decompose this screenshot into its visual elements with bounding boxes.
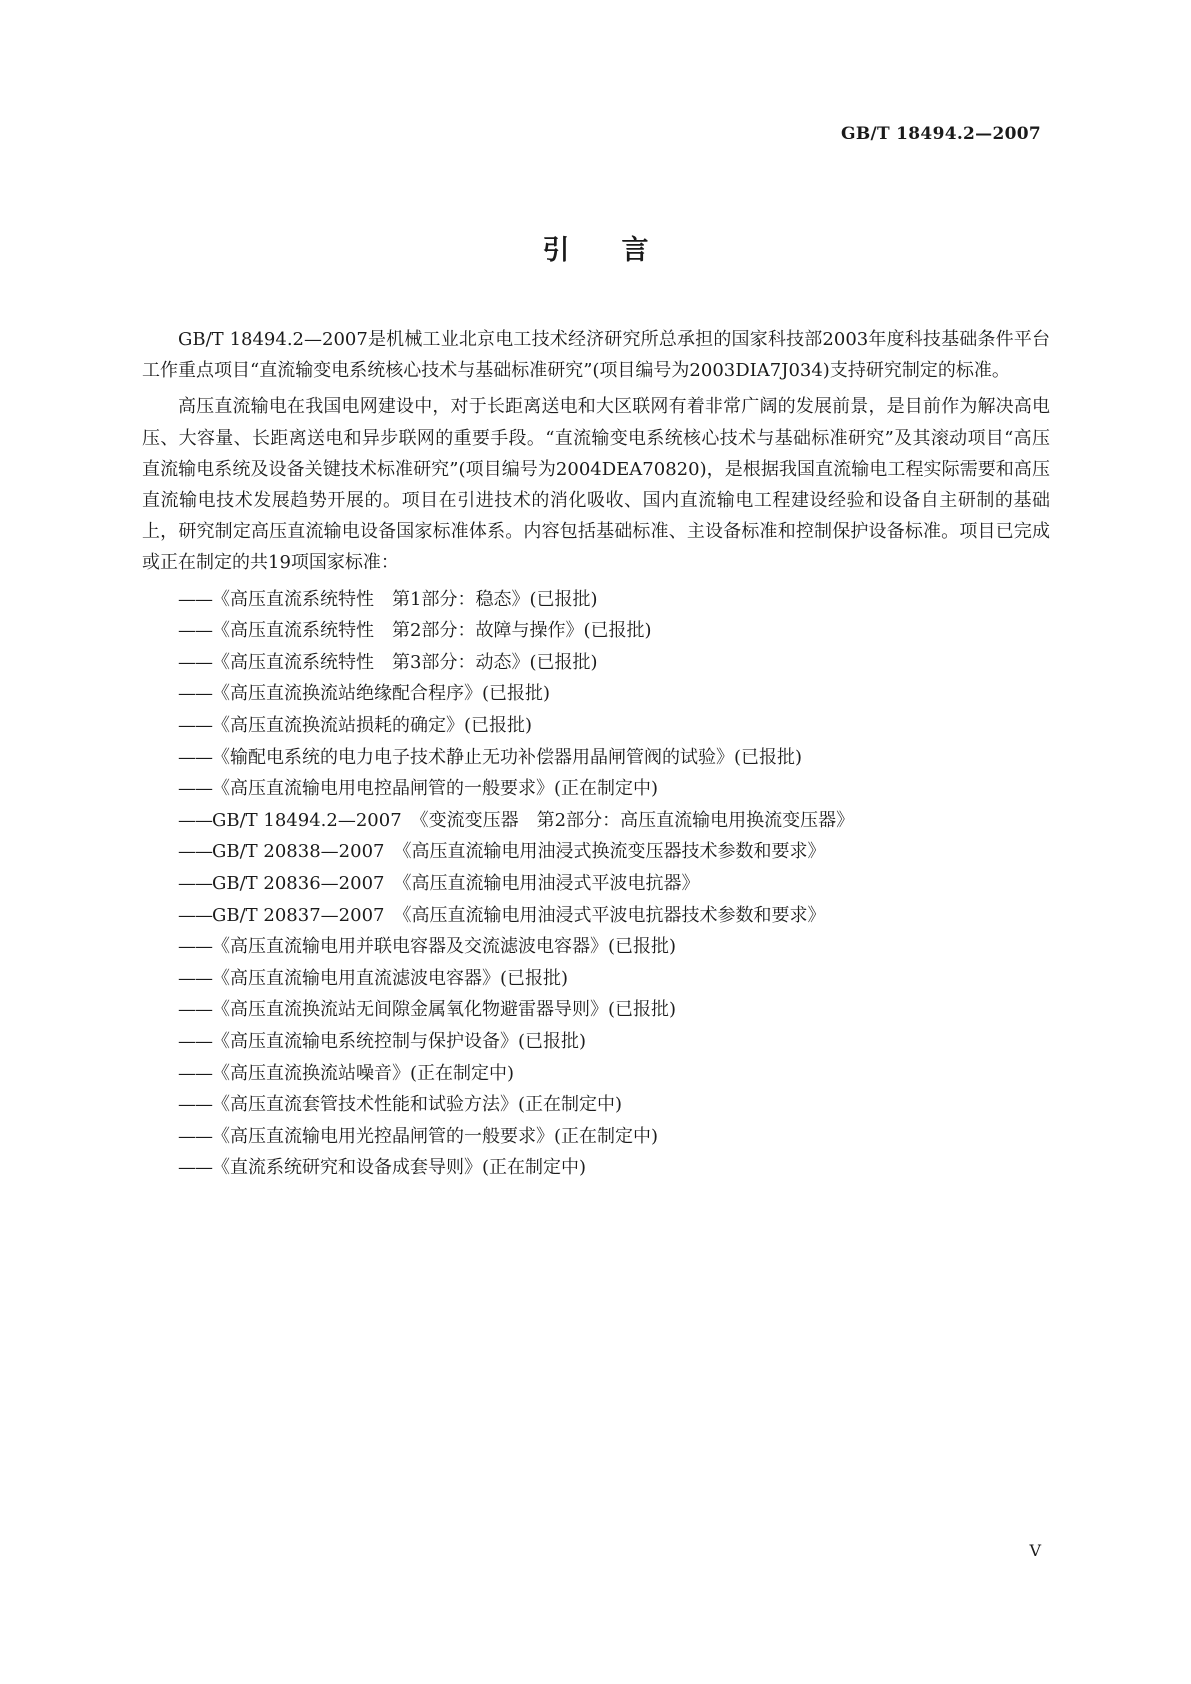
standard-title: GB/T 20837—2007 《高压直流输电用油浸式平波电抗器技术参数和要求》 (212, 904, 826, 926)
list-dash-marker: —— (178, 1125, 212, 1147)
standard-title: 《高压直流系统特性 第2部分：故障与操作》(已报批) (212, 620, 652, 642)
list-dash-marker: —— (178, 715, 212, 736)
list-dash-marker: —— (178, 872, 212, 894)
standards-list-item (178, 900, 1050, 932)
standards-list-item (178, 994, 1050, 1026)
standard-title: 《高压直流输电系统控制与保护设备》(已报批) (212, 1030, 587, 1052)
standard-title: GB/T 20838—2007 《高压直流输电用油浸式换流变压器技术参数和要求》 (212, 841, 826, 863)
standards-list-item (178, 805, 1050, 837)
list-dash-marker: —— (178, 967, 212, 989)
standards-list-item (178, 615, 1050, 647)
standard-title: 《高压直流系统特性 第1部分：稳态》(已报批) (212, 588, 598, 610)
standards-list-item (178, 1058, 1050, 1090)
standards-list-item (178, 678, 1050, 710)
standard-title: 《高压直流换流站损耗的确定》(已报批) (212, 715, 533, 736)
list-dash-marker: —— (178, 620, 212, 642)
page-number: V (1029, 1541, 1041, 1560)
standard-code-header: GB/T 18494.2—2007 (841, 124, 1041, 144)
standard-title: 《高压直流输电用直流滤波电容器》(已报批) (212, 967, 569, 989)
standards-list-item (178, 931, 1050, 963)
list-dash-marker: —— (178, 651, 212, 673)
standard-title: 《高压直流输电用电控晶闸管的一般要求》(正在制定中) (212, 778, 659, 800)
list-dash-marker: —— (178, 683, 212, 705)
list-dash-marker: —— (178, 1157, 212, 1179)
list-dash-marker: —— (178, 746, 212, 768)
standard-title: 《高压直流系统特性 第3部分：动态》(已报批) (212, 651, 598, 673)
standards-list-item (178, 742, 1050, 774)
standard-title: 《高压直流换流站无间隙金属氧化物避雷器导则》(已报批) (212, 999, 677, 1021)
list-dash-marker: —— (178, 1062, 212, 1084)
standards-list-item (178, 868, 1050, 900)
standard-title: 《高压直流换流站噪音》(正在制定中) (212, 1062, 515, 1084)
standard-title: 《高压直流输电用光控晶闸管的一般要求》(正在制定中) (212, 1125, 659, 1147)
list-dash-marker: —— (178, 841, 212, 863)
standards-list-item (178, 647, 1050, 679)
standards-list-item (178, 773, 1050, 805)
body-text (142, 324, 1050, 1184)
list-dash-marker: —— (178, 999, 212, 1021)
standards-list-item (178, 584, 1050, 616)
list-dash-marker: —— (178, 1030, 212, 1052)
standards-list-item (178, 1152, 1050, 1184)
standard-title: GB/T 18494.2—2007 《变流变压器 第2部分：高压直流输电用换流变压器》 (212, 809, 855, 831)
standards-list-item (178, 1089, 1050, 1121)
list-dash-marker: —— (178, 588, 212, 610)
list-dash-marker: —— (178, 1094, 212, 1116)
list-dash-marker: —— (178, 778, 212, 800)
standards-list-item (178, 1026, 1050, 1058)
intro-paragraph-2: 高压直流输电在我国电网建设中，对于长距离送电和大区联网有着非常广阔的发展前景，是目前作为解决高电压、大容量、长距离送电和异步联网的重要手段。“直流输变电系统核心技术与基础标准研究”及其滚动项目“高压直流输电系统及设备关键技术标准研究”(项目编号为2004DEA70820)，是根据我国直流输电工程实际需要和高压直流输电技术发展趋势开展的。项目在引进技术的消化吸收、国内直流输电工程建设经验和设备自主研制的基础上，研究制定高压直流输电设备国家标准体系。内容包括基础标准、主设备标准和控制保护设备标准。项目已完成或正在制定的共19项国家标准： (142, 396, 1050, 574)
standards-list-item (178, 1121, 1050, 1153)
standard-title: GB/T 20836—2007 《高压直流输电用油浸式平波电抗器》 (212, 872, 700, 894)
standards-list (142, 584, 1050, 1184)
list-dash-marker: —— (178, 936, 212, 958)
standards-list-item (178, 836, 1050, 868)
list-dash-marker: —— (178, 809, 212, 831)
standard-title: 《高压直流套管技术性能和试验方法》(正在制定中) (212, 1094, 623, 1116)
standard-title: 《高压直流换流站绝缘配合程序》(已报批) (212, 683, 551, 705)
list-dash-marker: —— (178, 904, 212, 926)
page-title: 引言 (542, 235, 701, 266)
standard-title: 《高压直流输电用并联电容器及交流滤波电容器》(已报批) (212, 936, 677, 958)
standards-list-item (178, 963, 1050, 995)
standard-title: 《输配电系统的电力电子技术静止无功补偿器用晶闸管阀的试验》(已报批) (212, 746, 803, 768)
intro-paragraph-1: GB/T 18494.2—2007是机械工业北京电工技术经济研究所总承担的国家科技部2003年度科技基础条件平台工作重点项目“直流输变电系统核心技术与基础标准研究”(项目编号为2003DIA7J034)支持研究制定的标准。 (142, 329, 1050, 382)
standards-list-item (178, 710, 1050, 742)
standard-title: 《直流系统研究和设备成套导则》(正在制定中) (212, 1157, 587, 1179)
